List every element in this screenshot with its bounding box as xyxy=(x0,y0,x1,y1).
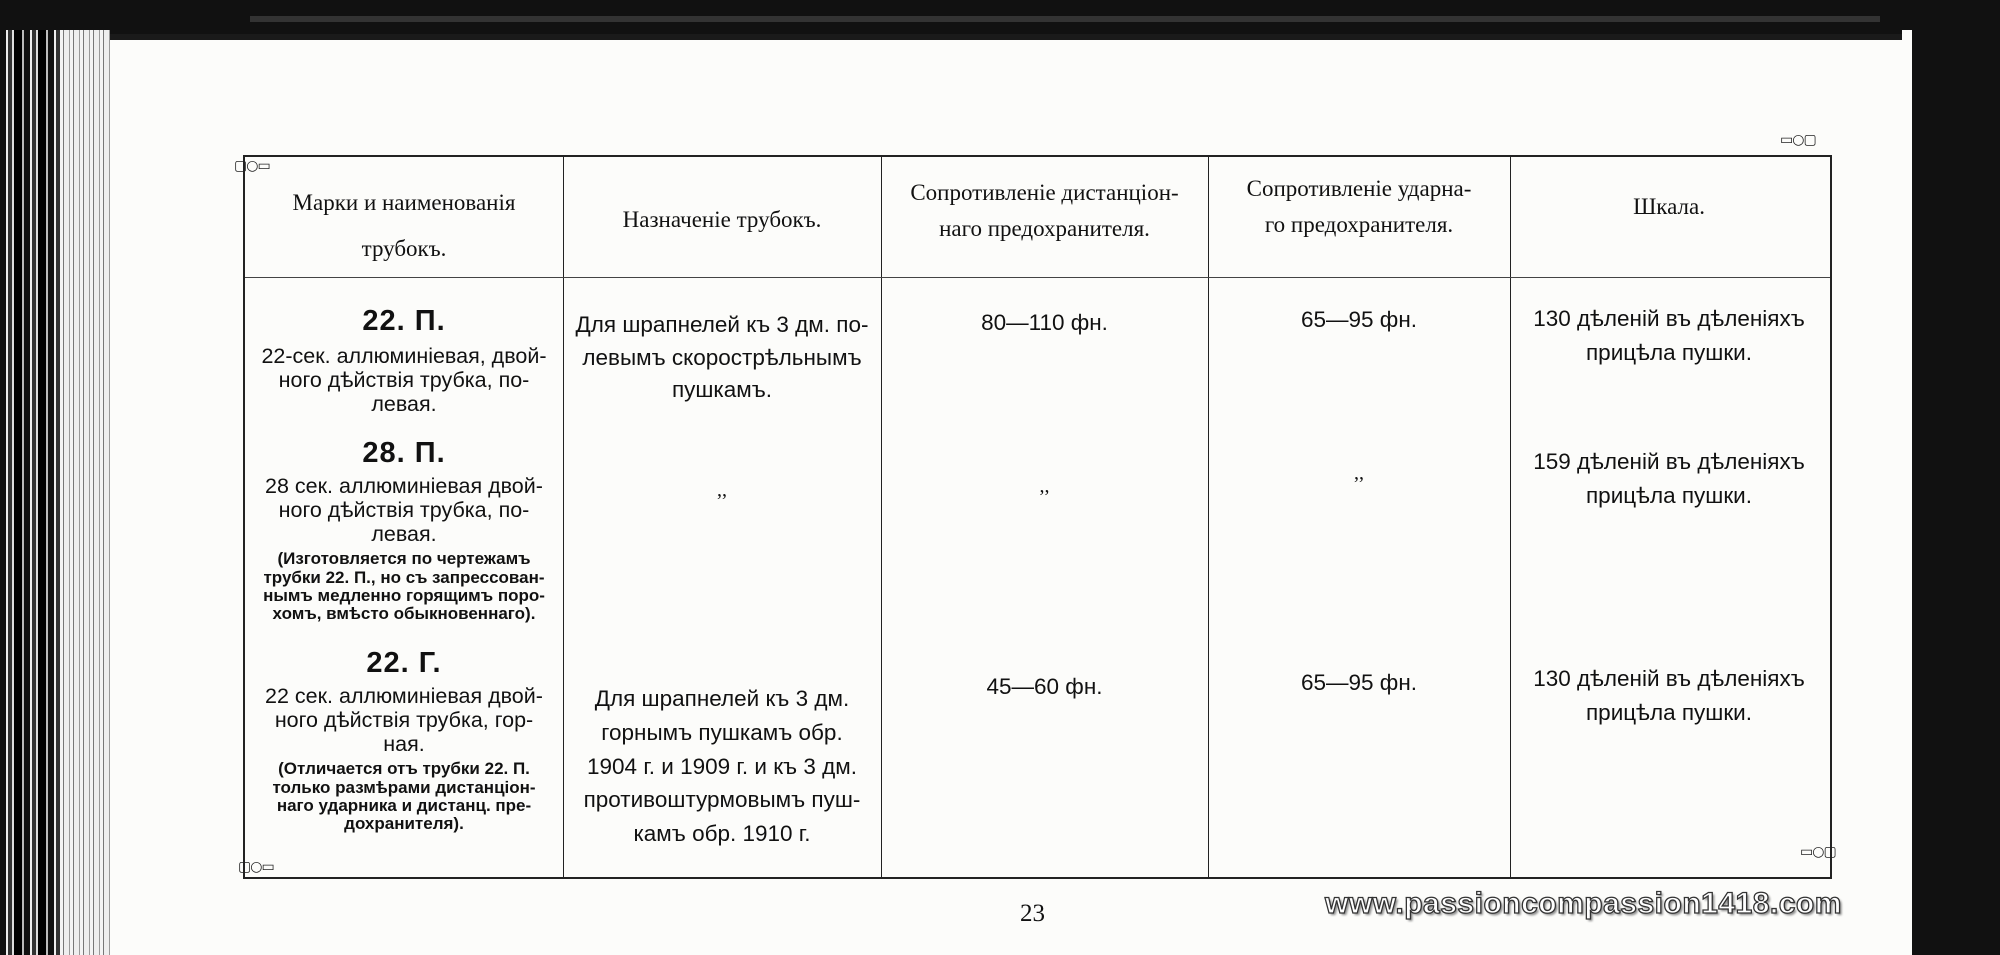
column-divider xyxy=(881,157,882,877)
header-purpose: Назначеніе трубокъ. xyxy=(622,207,822,232)
row-2-distance-ditto: ,, xyxy=(1039,475,1050,497)
corner-ornament-top-left: ▢○▭ xyxy=(234,158,270,174)
fuse-table xyxy=(243,155,1832,879)
header-impact-fuse-resistance: Сопротивленіе ударна- го предохранителя. xyxy=(1246,176,1472,237)
fuse-code: 28. П. xyxy=(362,437,446,469)
scan-top-edge xyxy=(0,0,2000,34)
row-1-distance-resistance: 80—110 фн. xyxy=(981,310,1108,335)
fuse-description: 22 сек. аллюминіевая двой- ного дѣйствія трубка, гор- ная. xyxy=(265,684,543,757)
row-2-impact-ditto: ,, xyxy=(1354,462,1364,484)
column-divider xyxy=(1208,157,1209,877)
row-2-purpose-ditto: ,, xyxy=(717,479,727,501)
corner-ornament-top-right: ▭○▢ xyxy=(1780,132,1816,148)
page-number: 23 xyxy=(1020,900,1045,927)
corner-ornament-bottom-right: ▭○▢ xyxy=(1800,844,1836,860)
fuse-note: (Изготовляется по чертежамъ трубки 22. П., но съ запрессован- нымъ медленно горящимъ поро- хомъ, вмѣсто обыкновеннаго). xyxy=(263,549,545,624)
fuse-code: 22. П. xyxy=(362,305,446,337)
header-scale: Шкала. xyxy=(1633,194,1705,219)
row-2-scale: 159 дѣленій въ дѣленіяхъ прицѣла пушки. xyxy=(1533,449,1805,508)
fuse-description: 28 сек. аллюминіевая двой- ного дѣйствія трубка, по- левая. xyxy=(265,474,543,547)
fuse-note: (Отличается отъ трубки 22. П. только размѣрами дистанціон- наго ударника и дистанц. пре- дохранителя). xyxy=(272,759,536,834)
row-1-name-cell xyxy=(245,305,563,416)
fuse-description: 22-сек. аллюминіевая, двой- ного дѣйствія трубка, по- левая. xyxy=(261,344,547,417)
column-divider xyxy=(1510,157,1511,877)
header-separator xyxy=(245,277,1830,278)
website-watermark: www.passioncompassion1418.com xyxy=(1325,887,1842,920)
row-3-name-cell xyxy=(245,647,563,834)
fuse-code: 22. Г. xyxy=(366,647,442,679)
row-3-impact-resistance: 65—95 фн. xyxy=(1301,670,1417,695)
scan-left-binding xyxy=(0,30,110,955)
row-3-purpose: Для шрапнелей къ 3 дм. горнымъ пушкамъ обр. 1904 г. и 1909 г. и къ 3 дм. противоштурмовымъ пуш- камъ обр. 1910 г. xyxy=(583,686,861,846)
header-distance-fuse-resistance: Сопротивленіе дистанціон- наго предохранителя. xyxy=(910,180,1179,241)
corner-ornament-bottom-left: ▢○▭ xyxy=(238,859,274,875)
row-3-scale: 130 дѣленій въ дѣленіяхъ прицѣла пушки. xyxy=(1533,666,1805,725)
row-1-impact-resistance: 65—95 фн. xyxy=(1301,307,1417,332)
row-2-name-cell xyxy=(245,437,563,624)
row-1-scale: 130 дѣленій въ дѣленіяхъ прицѣла пушки. xyxy=(1533,306,1805,365)
header-marks-names: Марки и наименованія трубокъ. xyxy=(292,190,516,261)
scan-right-edge xyxy=(1910,30,2000,955)
row-1-purpose: Для шрапнелей къ 3 дм. по- левымъ скорострѣльнымъ пушкамъ. xyxy=(575,312,869,403)
row-3-distance-resistance: 45—60 фн. xyxy=(986,674,1103,699)
